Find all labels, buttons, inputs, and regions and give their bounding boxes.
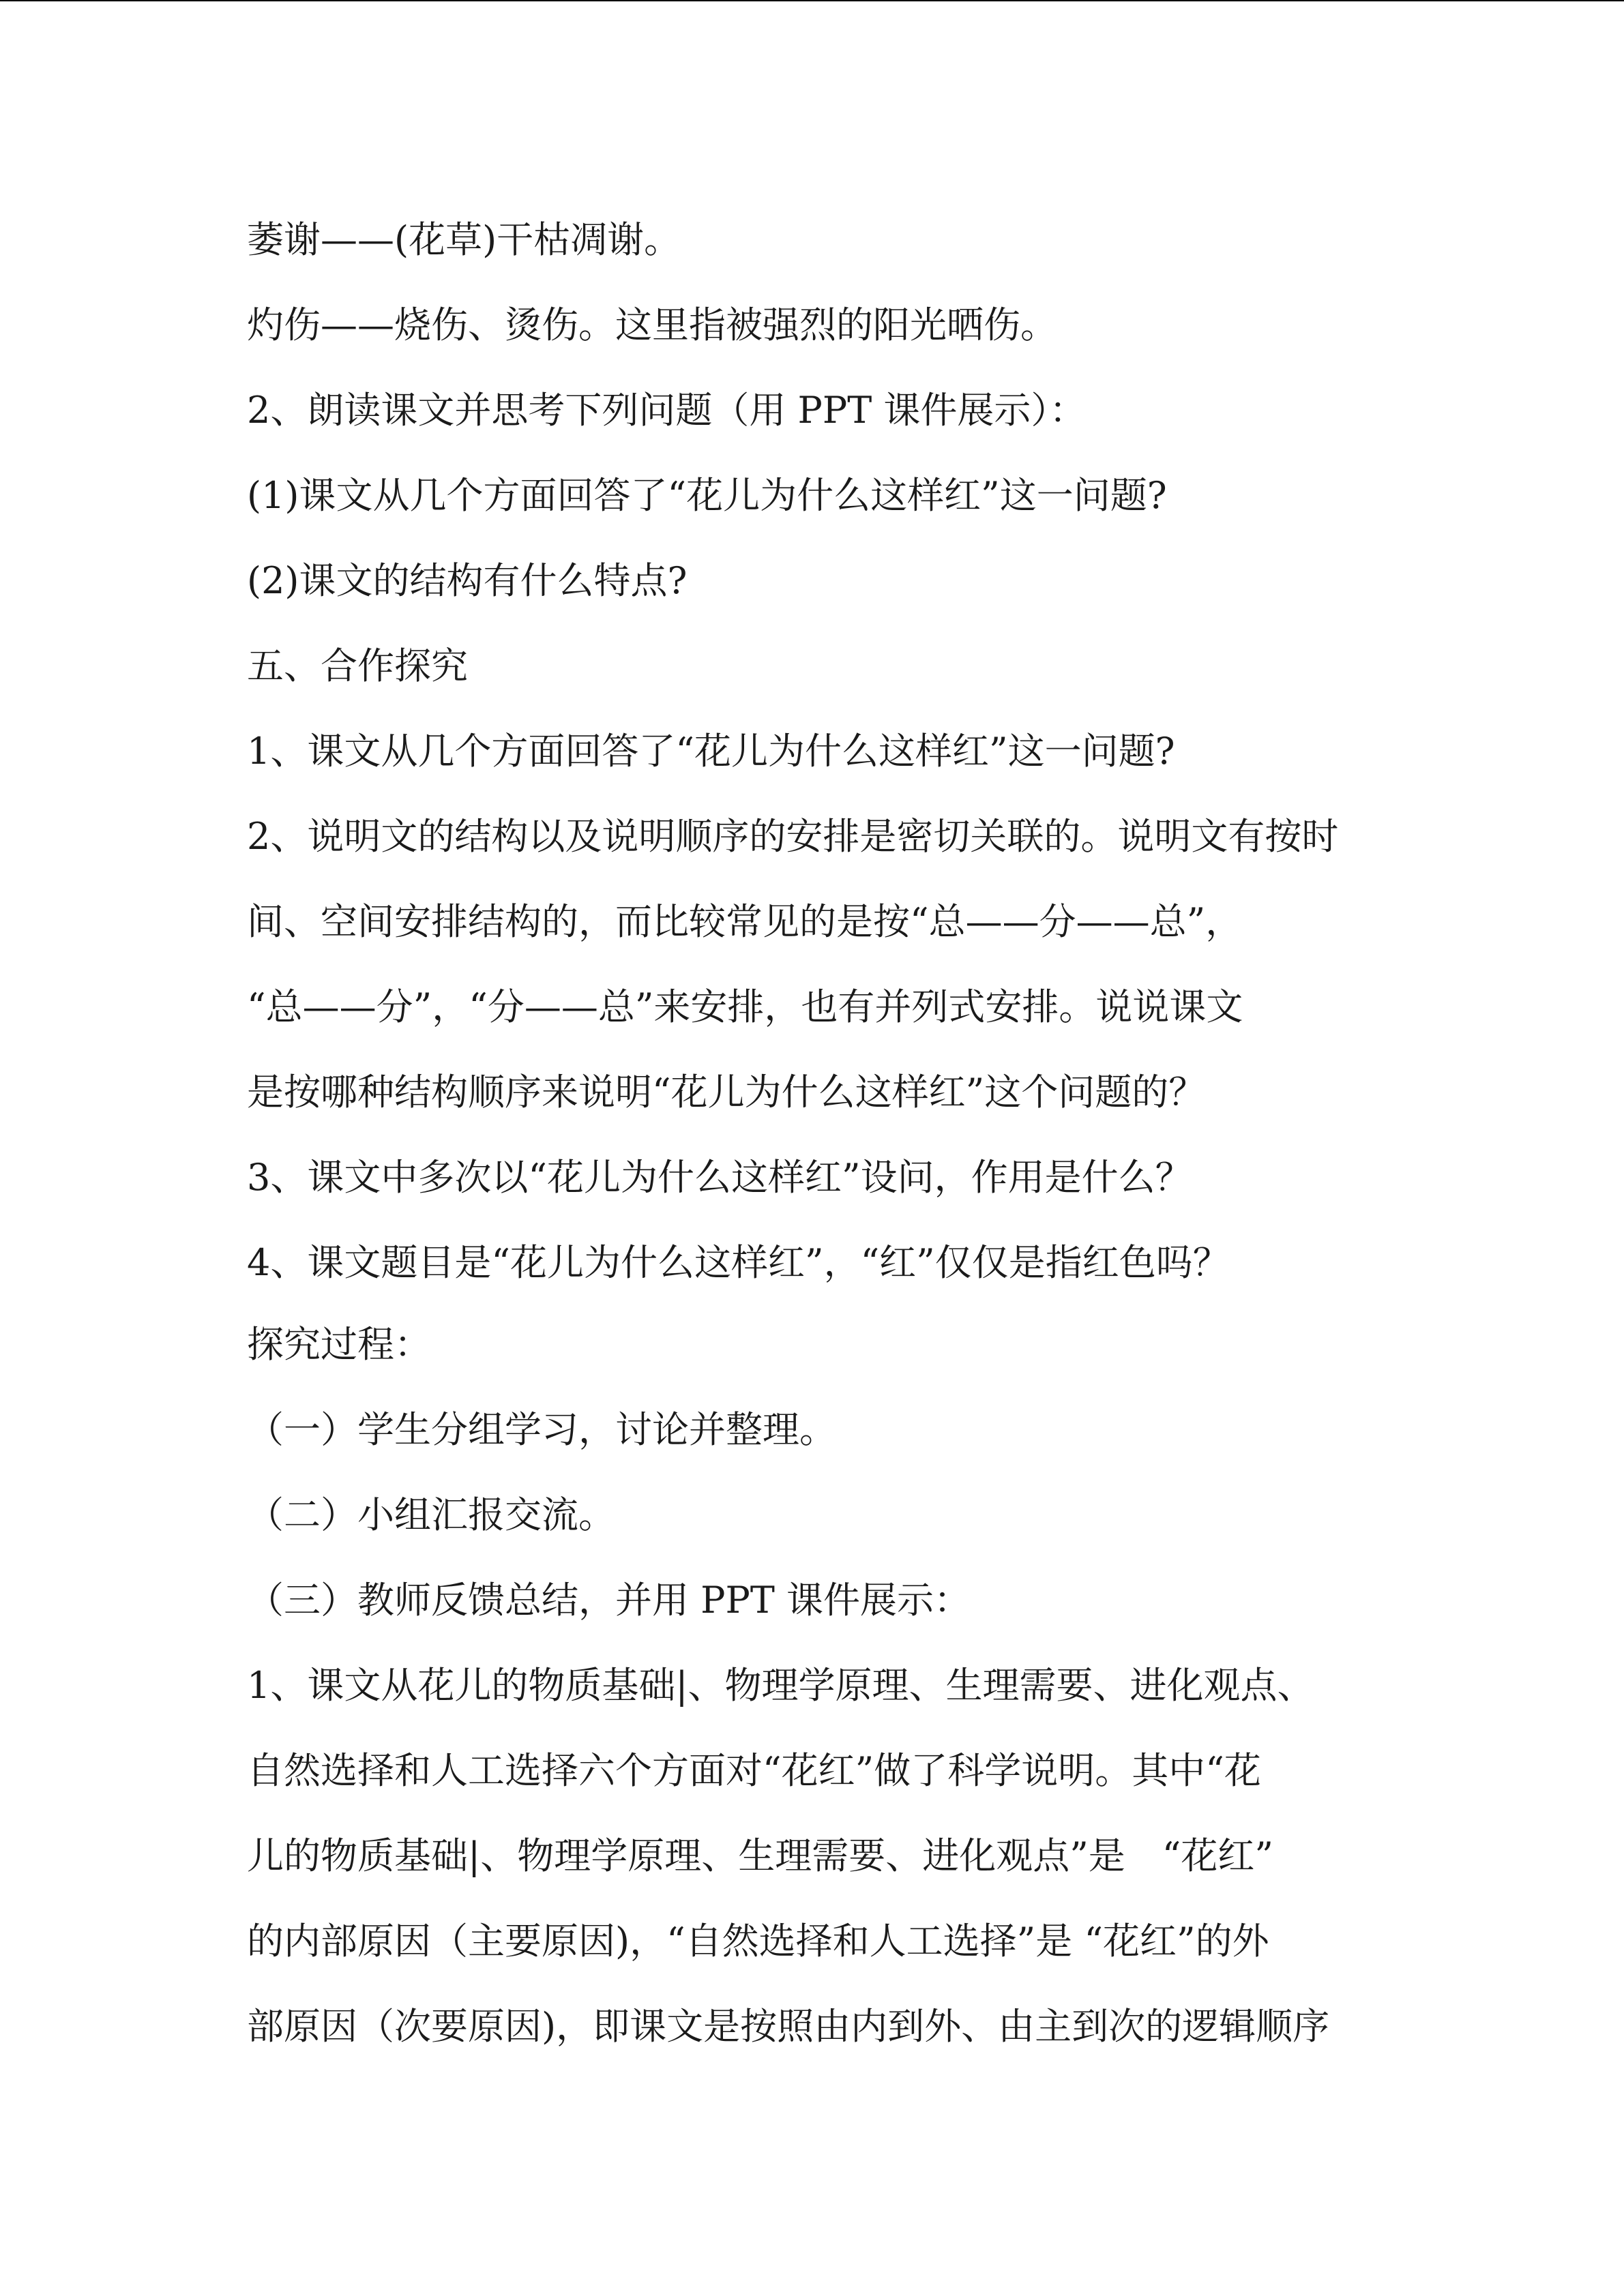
section-heading: 五、合作探究 xyxy=(247,644,468,687)
text-line: 探究过程： xyxy=(247,1323,431,1366)
text-line: 1、课文从花儿的物质基础|、物理学原理、生理需要、进化观点、 xyxy=(247,1664,1314,1707)
text-line: 的内部原因（主要原因)，“自然选择和人工选择”是 “花红”的外 xyxy=(247,1920,1269,1963)
text-line: 儿的物质基础|、物理学原理、生理需要、进化观点”是 “花红” xyxy=(247,1834,1274,1877)
text-line: 部原因（次要原因)，即课文是按照由内到外、由主到次的逻辑顺序 xyxy=(247,2005,1330,2048)
text-line: 1、课文从几个方面回答了“花儿为什么这样红”这一问题? xyxy=(247,730,1175,773)
text-line: 4、课文题目是“花儿为什么这样红”，“红”仅仅是指红色吗？ xyxy=(247,1241,1230,1284)
text-line: （三）教师反馈总结，并用 PPT 课件展示： xyxy=(247,1579,971,1622)
text-line: （二）小组汇报交流。 xyxy=(247,1493,615,1536)
text-line: 是按哪种结构顺序来说明“花儿为什么这样红”这个问题的？ xyxy=(247,1071,1206,1114)
text-line: 灼伤——烧伤、烫伤。这里指被强烈的阳光晒伤。 xyxy=(247,303,1057,346)
text-line: 3、课文中多次以“花儿为什么这样红”设问，作用是什么？ xyxy=(247,1156,1192,1199)
text-line: 2、说明文的结构以及说明顺序的安排是密切关联的。说明文有按时 xyxy=(247,815,1339,858)
text-line: 萎谢——(花草)干枯凋谢。 xyxy=(247,218,681,261)
text-line: 自然选择和人工选择六个方面对“花红”做了科学说明。其中“花 xyxy=(247,1749,1261,1792)
text-line: “总——分”，“分——总”来安排，也有并列式安排。说说课文 xyxy=(247,985,1243,1028)
text-line: (1)课文从几个方面回答了“花儿为什么这样红”这一问题? xyxy=(247,474,1167,517)
text-line: 2、朗读课文并思考下列问题（用 PPT 课件展示）： xyxy=(247,389,1087,432)
text-line: (2)课文的结构有什么特点? xyxy=(247,559,688,602)
text-line: 间、空间安排结构的，而比较常见的是按“总——分——总”， xyxy=(247,900,1243,943)
text-line: （一）学生分组学习，讨论并整理。 xyxy=(247,1408,836,1451)
